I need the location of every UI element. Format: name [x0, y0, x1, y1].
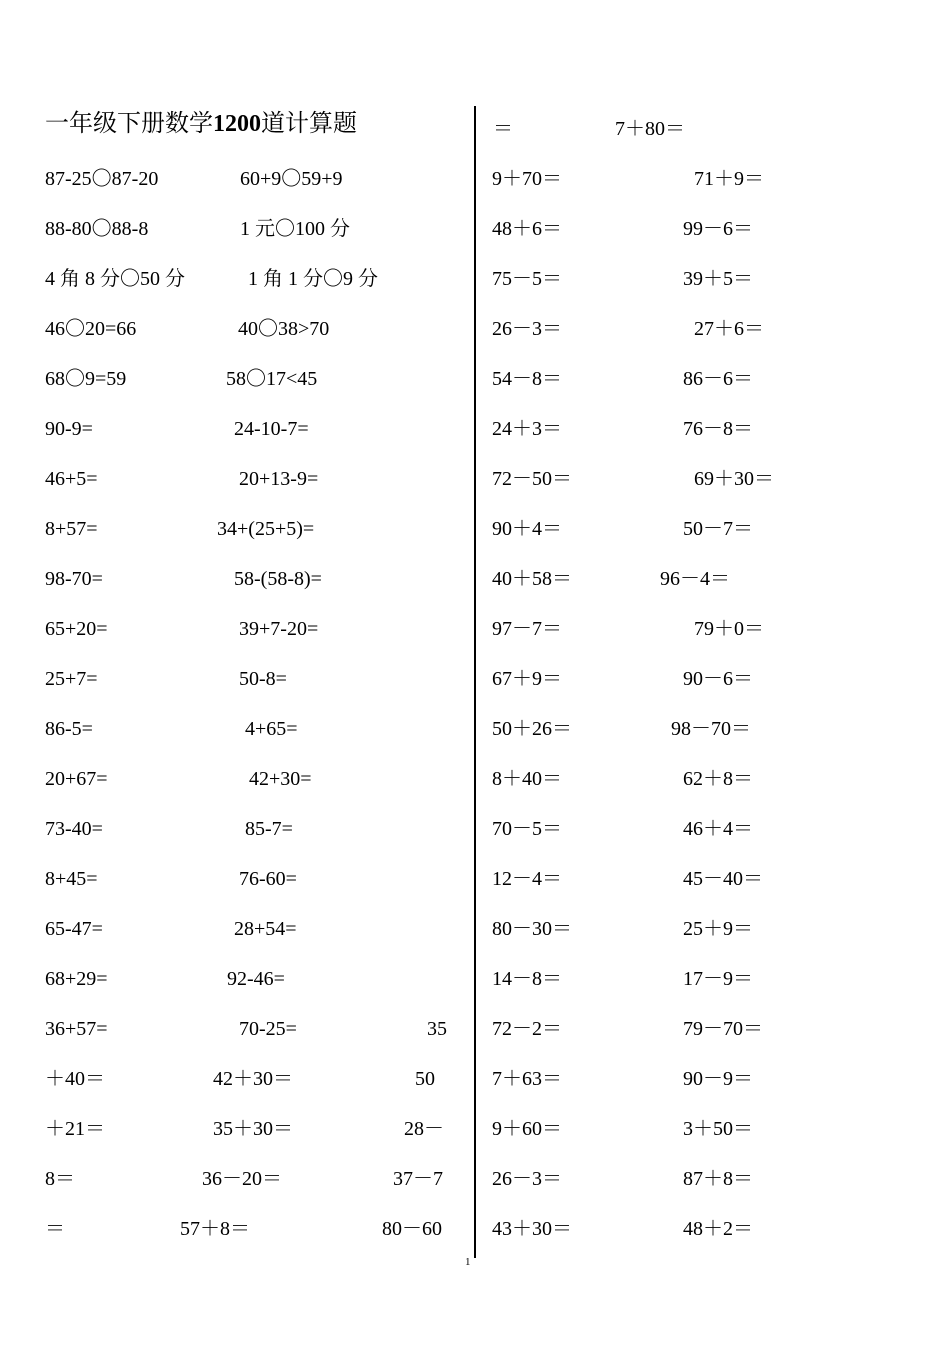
problem-cell: 9＋70＝ — [492, 168, 562, 190]
problem-cell: 12－4＝ — [492, 868, 562, 890]
title-suffix: 道计算题 — [261, 111, 357, 137]
problem-cell: 58-(58-8)= — [234, 568, 322, 590]
problem-cell: 87＋8＝ — [683, 1168, 753, 1190]
problem-cell: 36－20＝ — [202, 1168, 282, 1190]
problem-cell: 25+7= — [45, 668, 98, 690]
problem-cell: 7＋63＝ — [492, 1068, 562, 1090]
problem-cell: 50－7＝ — [683, 518, 753, 540]
problem-cell: 35＋30＝ — [213, 1118, 293, 1140]
problem-cell: 45－40＝ — [683, 868, 763, 890]
problem-cell: 7＋80＝ — [615, 118, 685, 140]
problem-cell: 62＋8＝ — [683, 768, 753, 790]
problem-cell: 54－8＝ — [492, 368, 562, 390]
problem-cell: 87-25〇87-20 — [45, 168, 159, 190]
problem-cell: 76－8＝ — [683, 418, 753, 440]
problem-cell: 79＋0＝ — [694, 618, 764, 640]
page-title — [45, 108, 357, 140]
problem-cell: 34+(25+5)= — [217, 518, 315, 540]
problem-cell: 24-10-7= — [234, 418, 309, 440]
problem-cell: 40＋58＝ — [492, 568, 572, 590]
problem-cell: 68〇9=59 — [45, 368, 127, 390]
problem-cell: 1 元〇100 分 — [240, 218, 350, 240]
problem-cell: 8＋40＝ — [492, 768, 562, 790]
problem-cell: 17－9＝ — [683, 968, 753, 990]
problem-cell: 26－3＝ — [492, 1168, 562, 1190]
problem-cell: 8＝ — [45, 1168, 75, 1190]
problem-cell: 97－7＝ — [492, 618, 562, 640]
problem-cell: 70-25= — [239, 1018, 297, 1040]
problem-cell: 46＋4＝ — [683, 818, 753, 840]
problem-cell: 90＋4＝ — [492, 518, 562, 540]
problem-cell: 1 角 1 分〇9 分 — [248, 268, 378, 290]
problem-cell: 8+57= — [45, 518, 98, 540]
problem-cell: 20+67= — [45, 768, 108, 790]
problem-cell: 69＋30＝ — [694, 468, 774, 490]
problem-cell: 46〇20=66 — [45, 318, 137, 340]
problem-cell: 42＋30＝ — [213, 1068, 293, 1090]
problem-cell: 80－60 — [382, 1218, 442, 1240]
problem-cell: 65+20= — [45, 618, 108, 640]
problem-cell: ＝ — [493, 118, 513, 140]
problem-cell: 98-70= — [45, 568, 103, 590]
problem-cell: 65-47= — [45, 918, 103, 940]
problem-cell: 8+45= — [45, 868, 98, 890]
problem-cell: 48＋6＝ — [492, 218, 562, 240]
title-prefix: 一年级下册数学 — [45, 111, 213, 137]
title-number: 1200 — [213, 111, 261, 137]
problem-cell: 85-7= — [245, 818, 293, 840]
problem-cell: 36+57= — [45, 1018, 108, 1040]
problem-cell: 28+54= — [234, 918, 297, 940]
problem-cell: 20+13-9= — [239, 468, 319, 490]
problem-cell: 25＋9＝ — [683, 918, 753, 940]
problem-cell: 68+29= — [45, 968, 108, 990]
problem-cell: 96－4＝ — [660, 568, 730, 590]
problem-cell: 39+7-20= — [239, 618, 319, 640]
problem-cell: ＋40＝ — [45, 1068, 105, 1090]
problem-cell: 75－5＝ — [492, 268, 562, 290]
problem-cell: 76-60= — [239, 868, 297, 890]
problem-cell: 57＋8＝ — [180, 1218, 250, 1240]
problem-cell: 92-46= — [227, 968, 285, 990]
problem-cell: 24＋3＝ — [492, 418, 562, 440]
problem-cell: 43＋30＝ — [492, 1218, 572, 1240]
problem-cell: 4+65= — [245, 718, 298, 740]
problem-cell: 4 角 8 分〇50 分 — [45, 268, 185, 290]
problem-cell: 72－50＝ — [492, 468, 572, 490]
page-number: 1 — [465, 1256, 471, 1268]
problem-cell: 37－7 — [393, 1168, 443, 1190]
problem-cell: 90－9＝ — [683, 1068, 753, 1090]
column-divider — [474, 106, 476, 1258]
problem-cell: ＝ — [45, 1218, 65, 1240]
problem-cell: 50 — [415, 1068, 435, 1090]
problem-cell: 58〇17<45 — [226, 368, 318, 390]
problem-cell: 9＋60＝ — [492, 1118, 562, 1140]
problem-cell: 88-80〇88-8 — [45, 218, 149, 240]
problem-cell: 48＋2＝ — [683, 1218, 753, 1240]
problem-cell: 28－ — [404, 1118, 444, 1140]
problem-cell: 86－6＝ — [683, 368, 753, 390]
problem-cell: 42+30= — [249, 768, 312, 790]
problem-cell: 80－30＝ — [492, 918, 572, 940]
problem-cell: 79－70＝ — [683, 1018, 763, 1040]
problem-cell: 50＋26＝ — [492, 718, 572, 740]
problem-cell: 14－8＝ — [492, 968, 562, 990]
problem-cell: 46+5= — [45, 468, 98, 490]
problem-cell: 98－70＝ — [671, 718, 751, 740]
problem-cell: 27＋6＝ — [694, 318, 764, 340]
problem-cell: 3＋50＝ — [683, 1118, 753, 1140]
problem-cell: 90-9= — [45, 418, 93, 440]
problem-cell: 71＋9＝ — [694, 168, 764, 190]
problem-cell: 26－3＝ — [492, 318, 562, 340]
problem-cell: 99－6＝ — [683, 218, 753, 240]
problem-cell: 35 — [427, 1018, 447, 1040]
problem-cell: 60+9〇59+9 — [240, 168, 343, 190]
problem-cell: 67＋9＝ — [492, 668, 562, 690]
problem-cell: 40〇38>70 — [238, 318, 330, 340]
problem-cell: 72－2＝ — [492, 1018, 562, 1040]
problem-cell: 90－6＝ — [683, 668, 753, 690]
problem-cell: ＋21＝ — [45, 1118, 105, 1140]
problem-cell: 39＋5＝ — [683, 268, 753, 290]
problem-cell: 70－5＝ — [492, 818, 562, 840]
problem-cell: 73-40= — [45, 818, 103, 840]
problem-cell: 86-5= — [45, 718, 93, 740]
problem-cell: 50-8= — [239, 668, 287, 690]
